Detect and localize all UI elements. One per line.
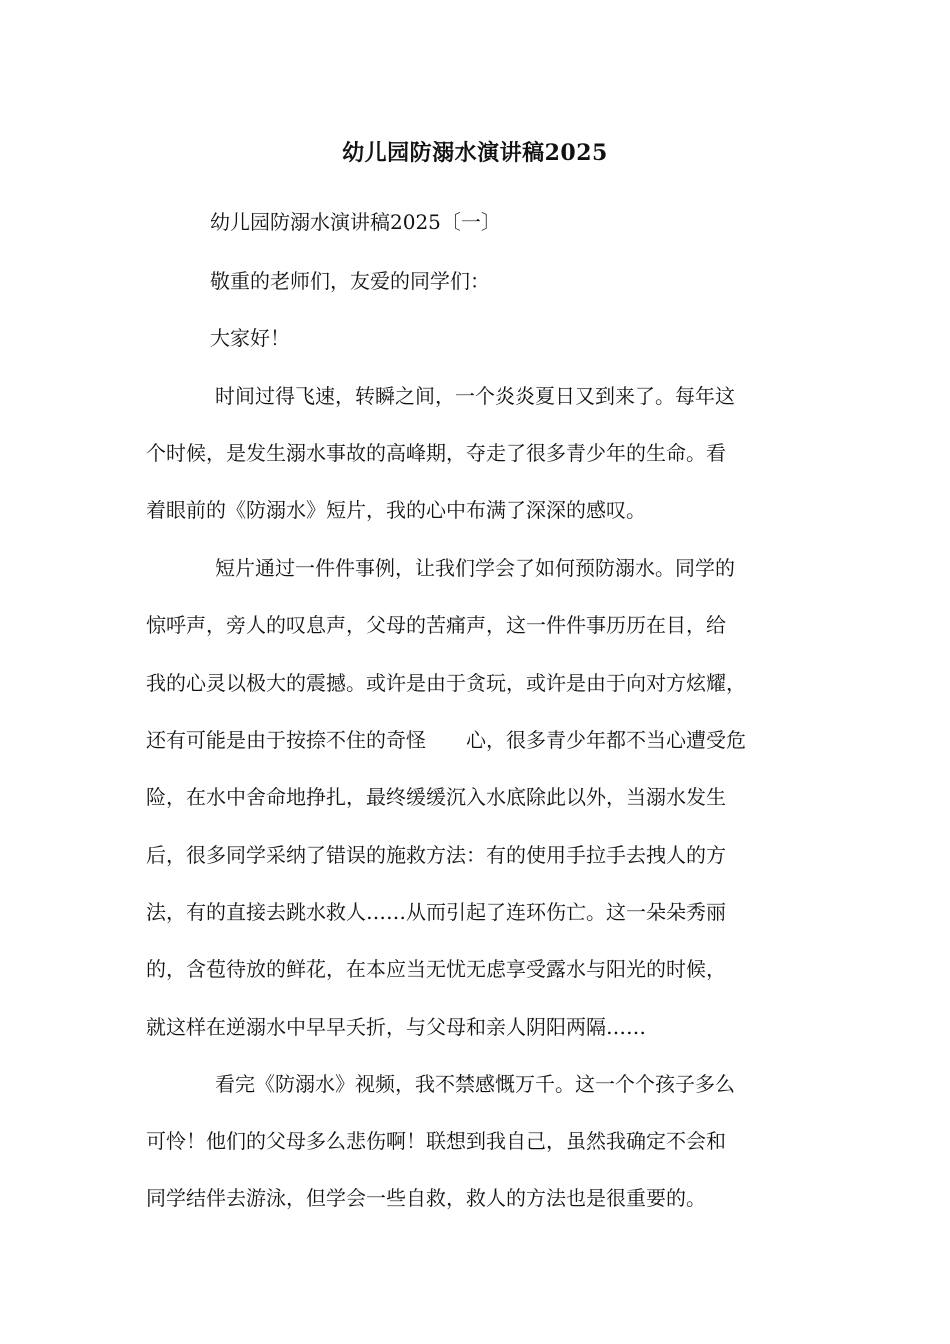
paragraph-2-line-5: 险，在水中舍命地挣扎，最终缓缓沉入水底除此以外，当溺水发生 bbox=[146, 785, 726, 809]
paragraph-3-line-1: 看完《防溺水》视频，我不禁感慨万千。这一个个孩子多么 bbox=[215, 1072, 735, 1096]
document-subtitle: 幼儿园防溺水演讲稿2025〔一〕 bbox=[210, 210, 501, 234]
paragraph-2-line-6: 后，很多同学采纳了错误的施救方法：有的使用手拉手去拽人的方 bbox=[146, 843, 726, 867]
paragraph-2-line-7: 法，有的直接去跳水救人……从而引起了连环伤亡。这一朵朵秀丽 bbox=[146, 900, 726, 924]
paragraph-2-line-2: 惊呼声，旁人的叹息声，父母的苦痛声，这一件件事历历在目，给 bbox=[146, 613, 726, 637]
paragraph-3-line-3: 同学结伴去游泳，但学会一些自救，救人的方法也是很重要的。 bbox=[146, 1186, 706, 1210]
paragraph-2-line-3: 我的心灵以极大的震撼。或许是由于贪玩，或许是由于向对方炫耀， bbox=[146, 671, 746, 695]
paragraph-1-line-3: 着眼前的《防溺水》短片，我的心中布满了深深的感叹。 bbox=[146, 498, 646, 522]
paragraph-2-line-4: 还有可能是由于按捺不住的奇怪 心，很多青少年都不当心遭受危 bbox=[146, 728, 746, 752]
paragraph-3-line-2: 可怜！他们的父母多么悲伤啊！联想到我自己，虽然我确定不会和 bbox=[146, 1129, 726, 1153]
greeting-line: 敬重的老师们，友爱的同学们： bbox=[210, 269, 490, 293]
paragraph-2-line-1: 短片通过一件件事例，让我们学会了如何预防溺水。同学的 bbox=[215, 556, 735, 580]
hello-line: 大家好！ bbox=[210, 326, 290, 350]
paragraph-1-line-1: 时间过得飞速，转瞬之间，一个炎炎夏日又到来了。每年这 bbox=[215, 384, 735, 408]
paragraph-2-line-8: 的，含苞待放的鲜花，在本应当无忧无虑享受露水与阳光的时候， bbox=[146, 957, 726, 981]
paragraph-2-line-9: 就这样在逆溺水中早早夭折，与父母和亲人阴阳两隔…… bbox=[146, 1015, 646, 1039]
paragraph-1-line-2: 个时候，是发生溺水事故的高峰期，夺走了很多青少年的生命。看 bbox=[146, 441, 726, 465]
document-title: 幼儿园防溺水演讲稿2025 bbox=[342, 140, 608, 166]
